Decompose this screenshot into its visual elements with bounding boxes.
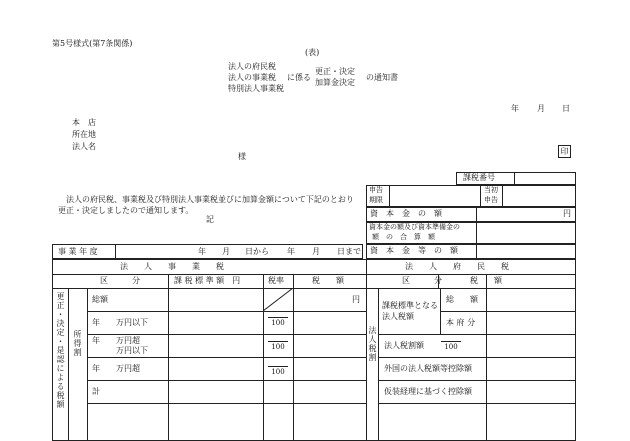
- period-kara: 日から: [245, 247, 269, 256]
- filing-period-2: 期限: [369, 196, 383, 204]
- tax-base-label: 課 税 標 準 額 円: [174, 276, 241, 285]
- period-nen-1: 年: [198, 247, 206, 256]
- vertical-left-label: 更正・決定・是認による税額: [56, 292, 65, 409]
- category-right: 区 分: [402, 276, 442, 285]
- period-nen-2: 年: [287, 247, 295, 256]
- filing-row: [366, 185, 576, 207]
- row-4-sub: 万円超: [116, 364, 140, 373]
- initial-1: 当初: [484, 186, 498, 194]
- enterprise-tax-title: 法 人 事 業 税: [120, 262, 224, 271]
- seal-mark: 印: [558, 145, 571, 158]
- filing-period-1: 申告: [369, 186, 383, 194]
- body-text-2: 更正・決定しましたので通知します。: [58, 206, 194, 215]
- rate-denominator-right: 100: [444, 343, 458, 351]
- date-month: 月: [537, 104, 545, 113]
- rate-denominator-3: 100: [271, 368, 285, 376]
- category-left: 区 分: [100, 276, 140, 285]
- diagonal-slash: [263, 288, 293, 311]
- row-1-nen: 年: [92, 318, 100, 327]
- period-tsuki-1: 月: [222, 247, 230, 256]
- corp-name-label: 法人名: [72, 142, 96, 151]
- fiscal-year-label: 事 業 年 度: [58, 247, 98, 256]
- connector-text: に係る: [287, 73, 311, 82]
- rate-fraction-right: [438, 341, 464, 351]
- taxable-corp-tax-2: 法人税額: [382, 312, 414, 321]
- tax-amount-label: 税 額: [312, 276, 344, 285]
- capital-reserve-1: 資本金の額及び資本準備金の: [369, 223, 460, 231]
- prefectural-tax-title: 法 人 府 民 税: [405, 262, 509, 271]
- total-yen: 円: [352, 295, 360, 304]
- ki-mark: 記: [206, 215, 214, 224]
- tax-number-label: 課税番号: [463, 173, 495, 182]
- form-number: 第5号様式(第7条関係): [52, 39, 133, 48]
- body-text-1: 法人の府民税、事業税及び特別法人事業税並びに加算金額について下記のとおり: [66, 195, 354, 204]
- rate-denominator-1: 100: [271, 319, 285, 327]
- fake-accounting-label: 仮装経理に基づく控除額: [384, 387, 472, 396]
- rate-label: 税率: [268, 276, 284, 285]
- tax-name-1: 法人の府民税: [228, 62, 276, 71]
- capital-reserve-2: 額 の 合 算 額: [372, 233, 435, 241]
- main-office-label: 本 府 分: [446, 318, 476, 327]
- period-made: 日まで: [337, 247, 361, 256]
- tax-amount-right-label: 税 額: [470, 276, 502, 285]
- foreign-deduction-label: 外国の法人税額等控除額: [384, 364, 472, 373]
- row-total-label: 総額: [92, 295, 108, 304]
- row-2-sub: 万円超: [116, 336, 140, 345]
- rate-fraction-2: [265, 341, 291, 351]
- row-4-nen: 年: [92, 364, 100, 373]
- corp-tax-vertical: 法人税割: [368, 326, 377, 362]
- side-label: (表): [305, 48, 320, 57]
- row-2-nen: 年: [92, 336, 100, 345]
- total-label-right: 総 額: [446, 295, 478, 304]
- date-day: 日: [562, 104, 570, 113]
- address-label: 所在地: [72, 130, 96, 139]
- tax-name-3: 特別法人事業税: [228, 84, 284, 93]
- capital-etc-label: 資 本 金 等 の 額: [370, 246, 458, 255]
- row-3-sub: 万円以下: [116, 346, 148, 355]
- tax-name-2: 法人の事業税: [228, 73, 276, 82]
- honorific: 様: [238, 152, 246, 161]
- row-1-sub: 万円以下: [116, 318, 148, 327]
- head-office-label: 本 店: [72, 118, 96, 127]
- vertical-income-label: 所得割: [73, 330, 82, 357]
- rate-denominator-2: 100: [271, 343, 285, 351]
- capital-yen: 円: [563, 209, 571, 218]
- initial-2: 申告: [484, 196, 498, 204]
- rate-fraction-3: [265, 366, 291, 376]
- action-2: 加算金決定: [315, 78, 355, 87]
- taxable-corp-tax-1: 課税標準となる: [382, 301, 438, 310]
- date-year: 年: [511, 104, 519, 113]
- row-total-kei: 計: [92, 387, 100, 396]
- notice-text: の通知書: [366, 73, 398, 82]
- rate-fraction-1: [265, 317, 291, 327]
- period-tsuki-2: 月: [312, 247, 320, 256]
- capital-label: 資 本 金 の 額: [370, 209, 442, 218]
- corp-tax-rate-label: 法人税割額: [384, 341, 424, 350]
- action-1: 更正・決定: [315, 67, 355, 76]
